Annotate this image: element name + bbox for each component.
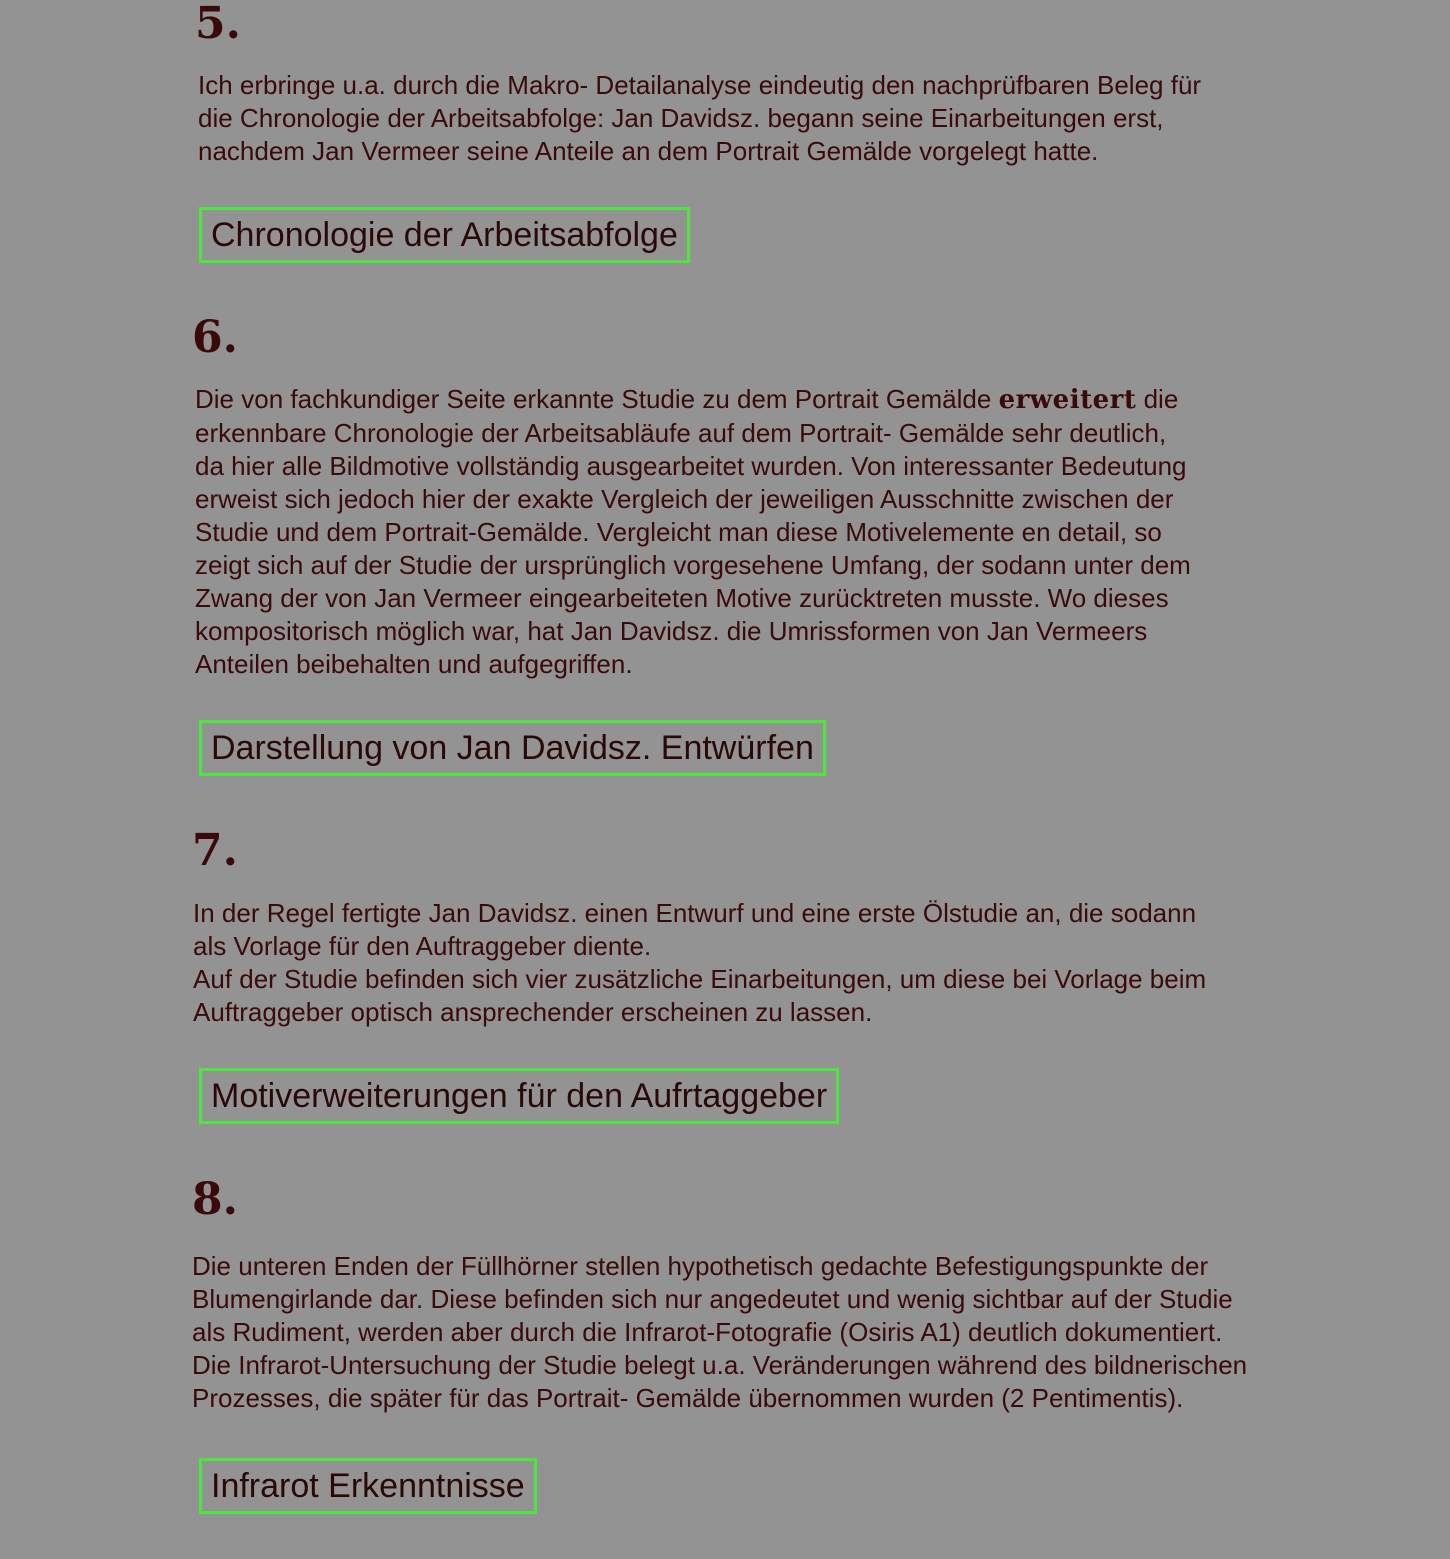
emphasis-erweitert: erweitert: [998, 385, 1137, 415]
section-8-paragraph: [192, 1250, 1392, 1415]
paragraph-line: Auftraggeber optisch ansprechender erscheinen zu lassen.: [193, 997, 873, 1027]
paragraph-line: Die Infrarot-Untersuchung der Studie belegt u.a. Veränderungen während des bildnerischen: [192, 1350, 1248, 1380]
paragraph-line: als Vorlage für den Auftraggeber diente.: [193, 931, 652, 961]
paragraph-line: Die unteren Enden der Füllhörner stellen hypothetisch gedachte Befestigungspunkte der: [192, 1251, 1209, 1281]
section-number-7: 7.: [192, 825, 238, 876]
paragraph-line: kompositorisch möglich war, hat Jan Davidsz. die Umrissformen von Jan Vermeers: [195, 616, 1148, 646]
text-run: die: [1136, 384, 1179, 414]
paragraph-line: nachdem Jan Vermeer seine Anteile an dem Portrait Gemälde vorgelegt hatte.: [198, 136, 1099, 166]
paragraph-line: die Chronologie der Arbeitsabfolge: Jan Davidsz. begann seine Einarbeitungen erst,: [198, 103, 1164, 133]
paragraph-line: Zwang der von Jan Vermeer eingearbeiteten Motive zurücktreten musste. Wo dieses: [195, 583, 1169, 613]
paragraph-line: Prozesses, die später für das Portrait- Gemälde übernommen wurden (2 Pentimentis).: [192, 1383, 1184, 1413]
link-infrarot-erkenntnisse[interactable]: Infrarot Erkenntnisse: [199, 1458, 537, 1514]
paragraph-line: Auf der Studie befinden sich vier zusätzliche Einarbeitungen, um diese bei Vorlage beim: [193, 964, 1207, 994]
paragraph-line: erkennbare Chronologie der Arbeitsabläufe auf dem Portrait- Gemälde sehr deutlich,: [195, 418, 1167, 448]
section-7-paragraph: [193, 897, 1393, 1029]
paragraph-line: [195, 383, 1395, 417]
link-darstellung-entwuerfe[interactable]: Darstellung von Jan Davidsz. Entwürfen: [199, 720, 826, 776]
paragraph-line: Studie und dem Portrait-Gemälde. Vergleicht man diese Motivelemente en detail, so: [195, 517, 1162, 547]
section-number-5: 5.: [195, 0, 241, 49]
section-number-6: 6.: [192, 312, 238, 363]
section-number-8: 8.: [192, 1174, 238, 1225]
link-chronologie-der-arbeitsabfolge[interactable]: Chronologie der Arbeitsabfolge: [199, 207, 690, 263]
section-6-paragraph: [195, 383, 1395, 681]
paragraph-line: zeigt sich auf der Studie der ursprünglich vorgesehene Umfang, der sodann unter dem: [195, 550, 1191, 580]
text-run: Die von fachkundiger Seite erkannte Studie zu dem Portrait Gemälde: [195, 384, 999, 414]
paragraph-line: Ich erbringe u.a. durch die Makro- Detailanalyse eindeutig den nachprüfbaren Beleg für: [198, 70, 1202, 100]
paragraph-line: Blumengirlande dar. Diese befinden sich nur angedeutet und wenig sichtbar auf der Studie: [192, 1284, 1233, 1314]
section-5-paragraph: [198, 69, 1398, 168]
paragraph-line: als Rudiment, werden aber durch die Infrarot-Fotografie (Osiris A1) deutlich dokumentiert.: [192, 1317, 1223, 1347]
paragraph-line: erweist sich jedoch hier der exakte Vergleich der jeweiligen Ausschnitte zwischen der: [195, 484, 1174, 514]
paragraph-line: da hier alle Bildmotive vollständig ausgearbeitet wurden. Von interessanter Bedeutung: [195, 451, 1187, 481]
paragraph-line: Anteilen beibehalten und aufgegriffen.: [195, 649, 633, 679]
paragraph-line: In der Regel fertigte Jan Davidsz. einen Entwurf und eine erste Ölstudie an, die sodann: [193, 898, 1197, 928]
link-motiverweiterungen[interactable]: Motiverweiterungen für den Aufrtaggeber: [199, 1068, 839, 1124]
